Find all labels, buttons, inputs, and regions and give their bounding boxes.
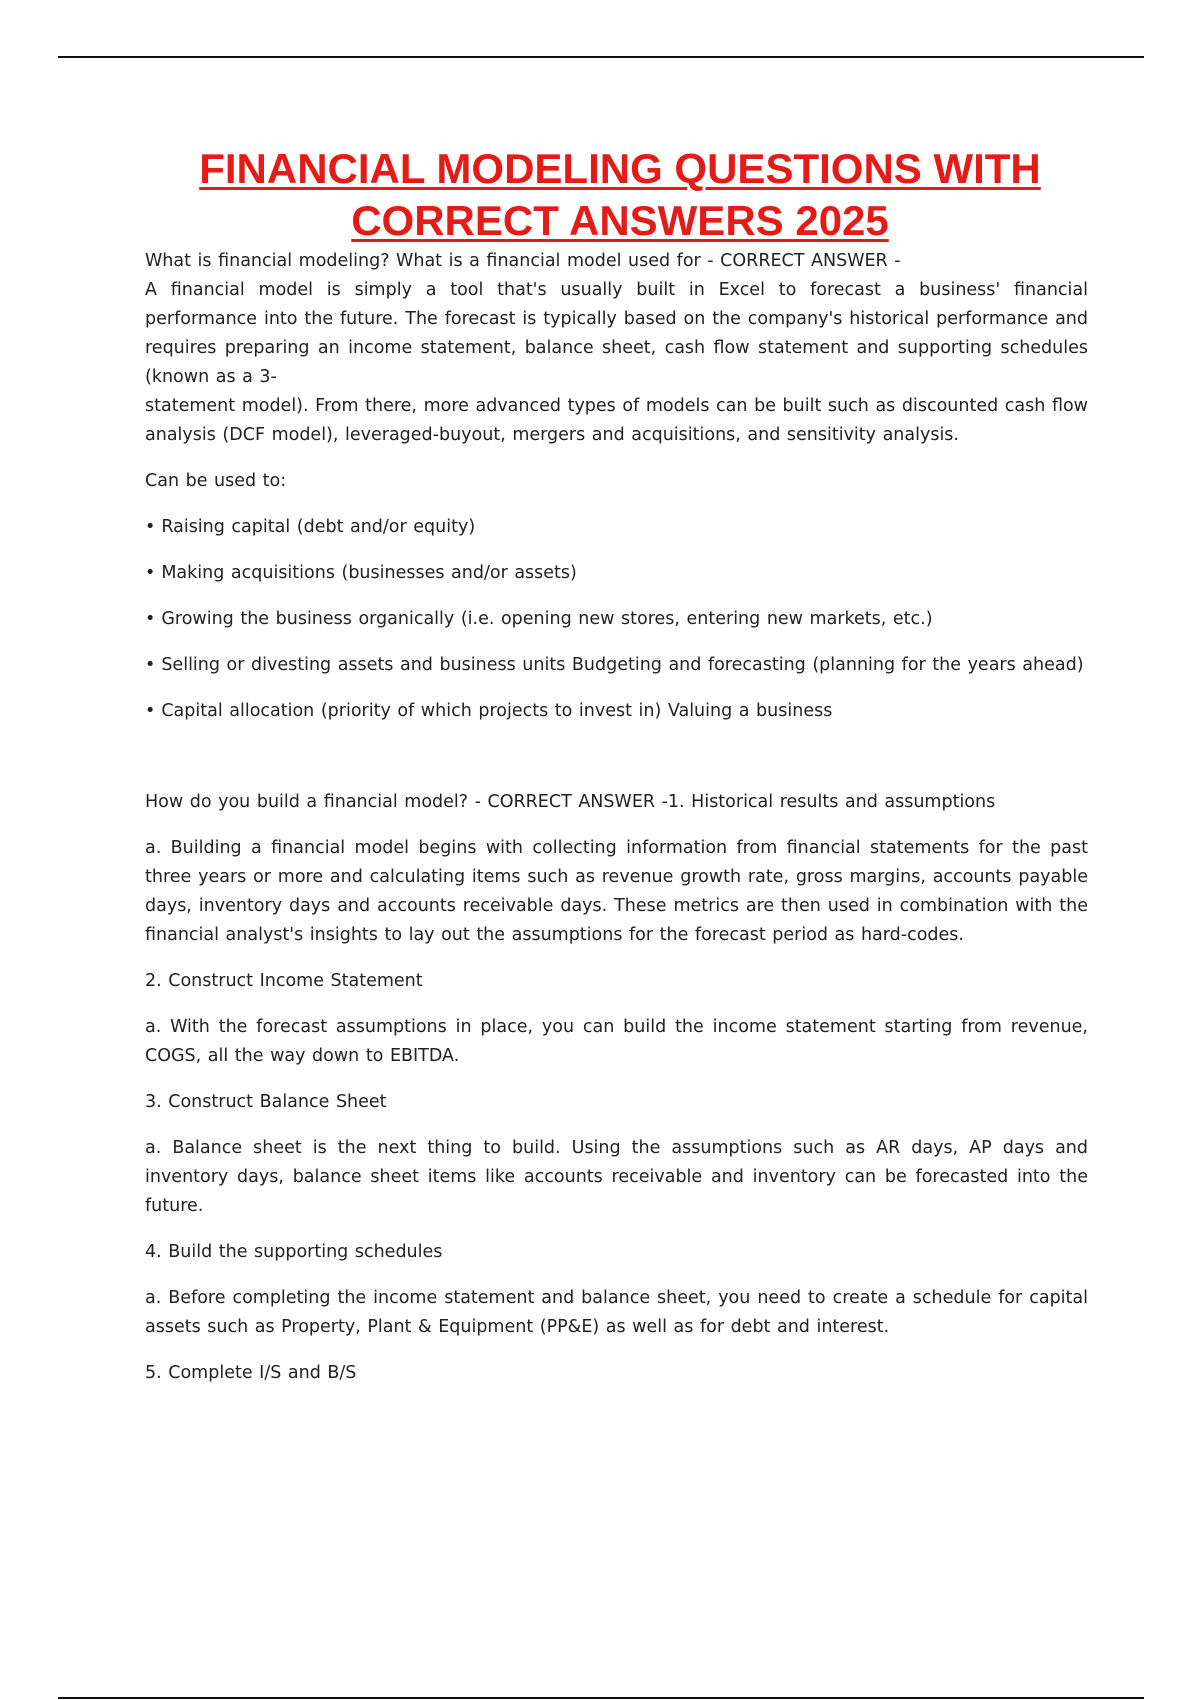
step-2-heading: 2. Construct Income Statement — [145, 971, 423, 991]
bullet-icon: • — [145, 655, 156, 675]
step-4-detail: a. Before completing the income statement and balance sheet, you need to create a schedule for capital assets such as Property, Plant & Equipment (PP&E) as well as for debt and interest. — [145, 1288, 1088, 1337]
document-title — [60, 143, 1180, 247]
step-3-heading: 3. Construct Balance Sheet — [145, 1092, 387, 1112]
bullet-item — [145, 513, 1088, 542]
answer-1-part-2: statement model). From there, more advanced types of models can be built such as discounted cash flow analysis (DCF model), leveraged-buyout, mergers and acquisitions, and sensitivity analysis. — [145, 396, 1088, 445]
step-4-heading: 4. Build the supporting schedules — [145, 1242, 443, 1262]
bullet-text: Raising capital (debt and/or equity) — [161, 517, 476, 537]
question-1: What is financial modeling? What is a financial model used for - CORRECT ANSWER - — [145, 251, 901, 271]
top-rule — [58, 56, 1144, 58]
title-line-1: FINANCIAL MODELING QUESTIONS WITH — [199, 145, 1041, 192]
document-body — [145, 247, 1088, 1405]
question-2: How do you build a financial model? - CORRECT ANSWER -1. Historical results and assumptions — [145, 792, 996, 812]
bullet-text: Selling or divesting assets and business units Budgeting and forecasting (planning for the years ahead) — [161, 655, 1084, 675]
bullet-icon: • — [145, 517, 156, 537]
bullet-icon: • — [145, 563, 156, 583]
bullet-item — [145, 697, 1088, 726]
step-3-detail: a. Balance sheet is the next thing to build. Using the assumptions such as AR days, AP days and inventory days, balance sheet items like accounts receivable and inventory can be forecasted into the future. — [145, 1138, 1088, 1216]
bullet-item — [145, 559, 1088, 588]
title-line-2: CORRECT ANSWERS 2025 — [351, 197, 889, 244]
step-1-detail: a. Building a financial model begins with collecting information from financial statements for the past three years or more and calculating items such as revenue growth rate, gross margins, accounts payable days, inventory days and accounts receivable days. These metrics are then used in combination with the financial analyst's insights to lay out the assumptions for the forecast period as hard-codes. — [145, 838, 1088, 945]
can-be-used-label: Can be used to: — [145, 471, 287, 491]
bullet-text: Growing the business organically (i.e. opening new stores, entering new markets, etc.) — [161, 609, 933, 629]
bullet-item — [145, 605, 1088, 634]
bullet-text: Capital allocation (priority of which projects to invest in) Valuing a business — [161, 701, 833, 721]
bottom-rule — [58, 1697, 1144, 1699]
answer-1-part-1: A financial model is simply a tool that's usually built in Excel to forecast a business' financial performance into the future. The forecast is typically based on the company's historical performance and requires preparing an income statement, balance sheet, cash flow statement and supporting schedules (known as a 3- — [145, 280, 1088, 387]
step-2-detail: a. With the forecast assumptions in place, you can build the income statement starting from revenue, COGS, all the way down to EBITDA. — [145, 1017, 1088, 1066]
bullet-icon: • — [145, 701, 156, 721]
step-5-heading: 5. Complete I/S and B/S — [145, 1363, 357, 1383]
bullet-text: Making acquisitions (businesses and/or assets) — [161, 563, 577, 583]
bullet-icon: • — [145, 609, 156, 629]
bullet-item — [145, 651, 1088, 680]
